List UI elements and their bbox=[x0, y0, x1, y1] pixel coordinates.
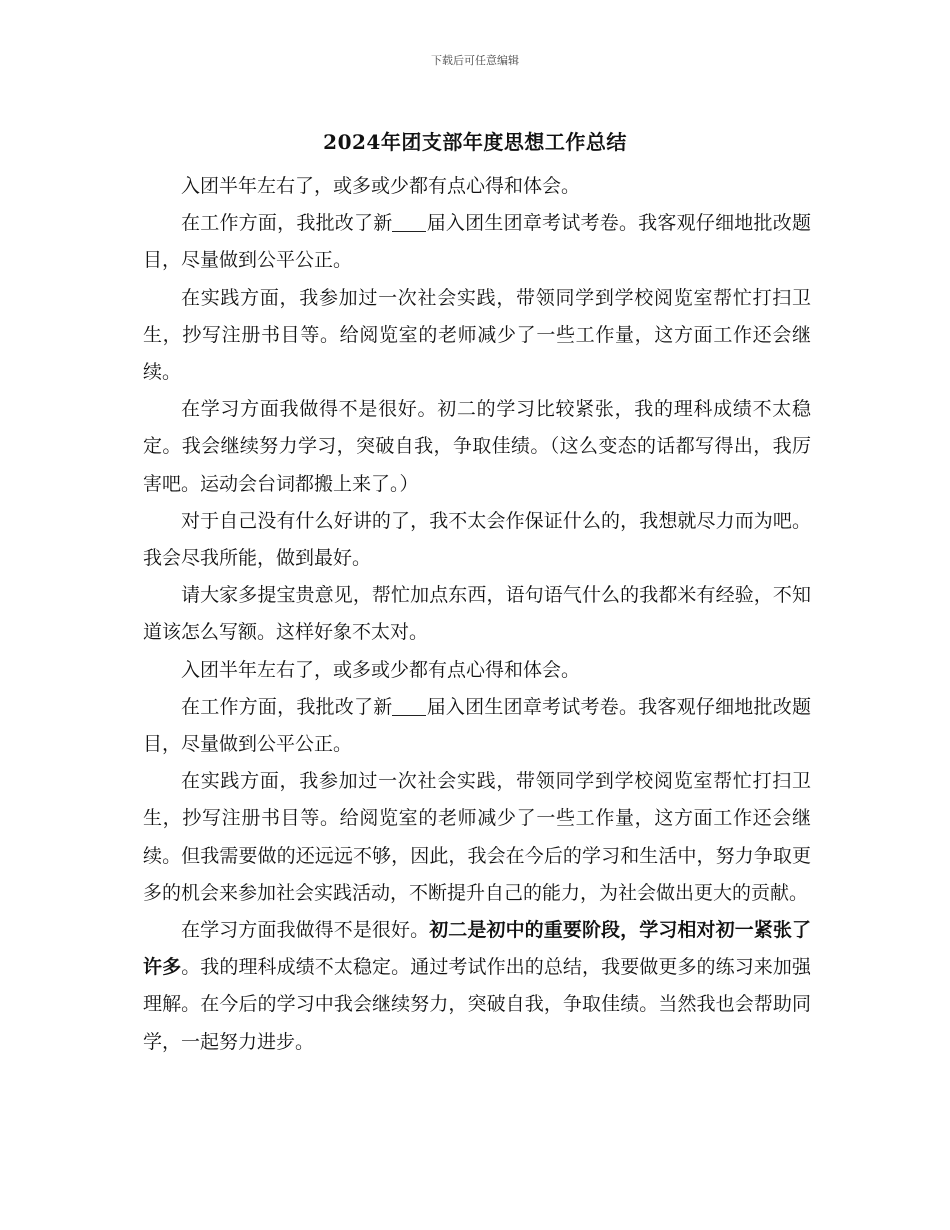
paragraph-text: 在工作方面，我批改了新 bbox=[181, 695, 393, 718]
bold-emphasis: 初二是初中的重要阶段，学习相对初一紧张了许多 bbox=[143, 919, 811, 979]
paragraph: 对于自己没有什么好讲的了，我不太会作保证什么的，我想就尽力而为吧。我会尽我所能，做到最好。 bbox=[143, 509, 811, 570]
paragraph-text: 届入团生团章考试考卷。我客观仔细地批改题目，尽量做到公平公正。 bbox=[143, 695, 811, 756]
paragraph-text: 在工作方面，我批改了新 bbox=[181, 212, 393, 235]
page-header: 下载后可任意编辑 bbox=[431, 54, 519, 67]
paragraph: 请大家多提宝贵意见，帮忙加点东西，语句语气什么的我都米有经验，不知道该怎么写额。这样好象不太对。 bbox=[143, 584, 811, 644]
paragraph bbox=[143, 912, 811, 1061]
paragraph: 在实践方面，我参加过一次社会实践，带领同学到学校阅览室帮忙打扫卫生，抄写注册书目等。给阅览室的老师减少了一些工作量，这方面工作还会继续。 bbox=[143, 286, 811, 384]
document-body bbox=[143, 168, 811, 1061]
paragraph bbox=[143, 689, 811, 763]
document-title: 2024年团支部年度思想工作总结 bbox=[323, 130, 627, 154]
paragraph: 在实践方面，我参加过一次社会实践，带领同学到学校阅览室帮忙打扫卫生，抄写注册书目等。给阅览室的老师减少了一些工作量，这方面工作还会继续。但我需要做的还远远不够，因此，我会在今后的学习和生活中，努力争取更多的机会来参加社会实践活动，不断提升自己的能力，为社会做出更大的贡献。 bbox=[143, 770, 811, 904]
paragraph: 入团半年左右了，或多或少都有点心得和体会。 bbox=[181, 175, 581, 197]
fill-blank bbox=[392, 695, 426, 716]
paragraph-text: 届入团生团章考试考卷。我客观仔细地批改题目，尽量做到公平公正。 bbox=[143, 212, 811, 272]
paragraph-text: 。我的理科成绩不太稳定。通过考试作出的总结，我要做更多的练习来加强理解。在今后的学习中我会继续努力，突破自我，争取佳绩。当然我也会帮助同学，一起努力进步。 bbox=[143, 956, 811, 1053]
paragraph-text: 在学习方面我做得不是很好。 bbox=[181, 919, 430, 942]
paragraph bbox=[143, 205, 811, 279]
paragraph: 入团半年左右了，或多或少都有点心得和体会。 bbox=[181, 658, 581, 681]
fill-blank bbox=[392, 211, 426, 232]
paragraph: 在学习方面我做得不是很好。初二的学习比较紧张，我的理科成绩不太稳定。我会继续努力学习，突破自我，争取佳绩。（这么变态的话都写得出，我厉害吧。运动会台词都搬上来了。） bbox=[143, 398, 811, 495]
